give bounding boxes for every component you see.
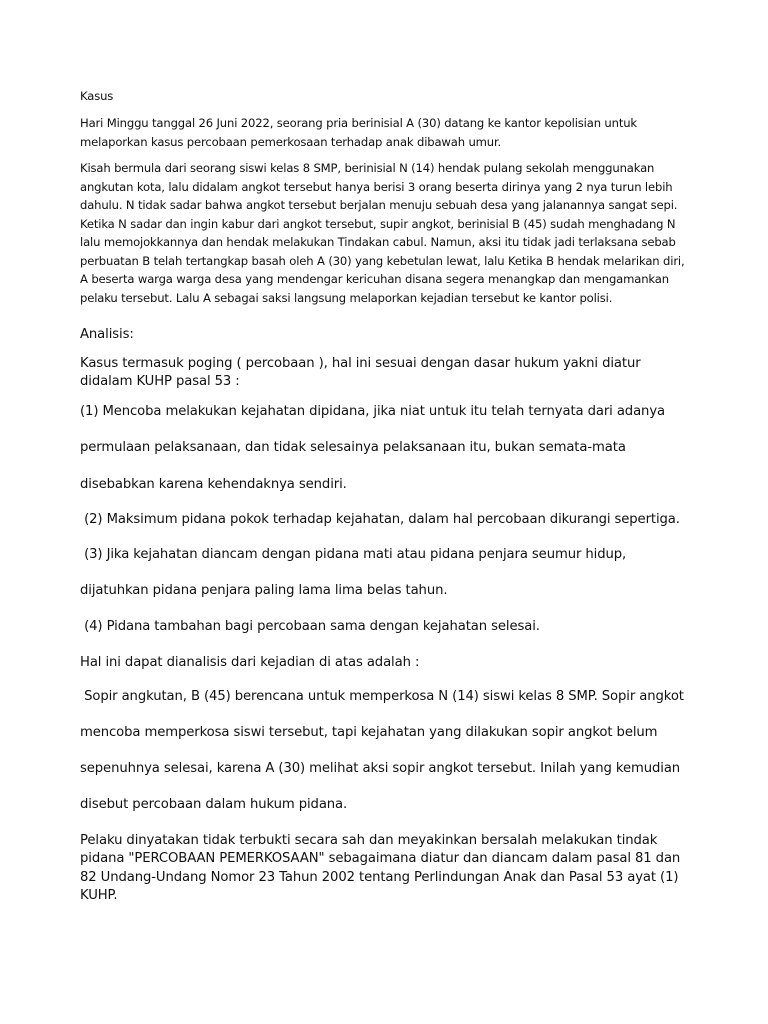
conclusion-paragraph: Pelaku dinyatakan tidak terbukti secara sah dan meyakinkan bersalah melakukan tindak pidana "PERCOBAAN PEMERKOSAAN" sebagaimana diatur dan diancam dalam pasal 81 dan 82 Undang-Undang Nomor 23 Tahun 2002 tentang Perlindungan Anak dan Pasal 53 ayat (1) KUHP. xyxy=(80,833,681,904)
heading-analisis: Analisis: xyxy=(80,327,134,342)
analysis-line-1: Sopir angkutan, B (45) berencana untuk memperkosa N (14) siswi kelas 8 SMP. Sopir angkot xyxy=(80,689,684,704)
article-line-4: (2) Maksimum pidana pokok terhadap kejahatan, dalam hal percobaan dikurangi sepertiga. xyxy=(80,512,680,527)
article-line-6: dijatuhkan pidana penjara paling lama lima belas tahun. xyxy=(80,583,448,598)
article-line-7: (4) Pidana tambahan bagi percobaan sama dengan kejahatan selesai. xyxy=(80,619,540,634)
heading-kasus: Kasus xyxy=(80,89,114,103)
analysis-transition: Hal ini dapat dianalisis dari kejadian di atas adalah : xyxy=(80,655,420,670)
article-line-1: (1) Mencoba melakukan kejahatan dipidana, jika niat untuk itu telah ternyata dari adanya xyxy=(80,404,666,419)
case-paragraph-1: Hari Minggu tanggal 26 Juni 2022, seorang pria berinisial A (30) datang ke kantor kepolisian untuk melaporkan kasus percobaan pemerkosaan terhadap anak dibawah umur. xyxy=(80,116,637,149)
analysis-line-2: mencoba memperkosa siswi tersebut, tapi kejahatan yang dilakukan sopir angkot belum xyxy=(80,725,658,740)
analysis-line-3: sepenuhnya selesai, karena A (30) melihat aksi sopir angkot tersebut. Inilah yang kemudian xyxy=(80,761,681,776)
article-line-3: disebabkan karena kehendaknya sendiri. xyxy=(80,477,347,492)
article-line-5: (3) Jika kejahatan diancam dengan pidana mati atau pidana penjara seumur hidup, xyxy=(80,547,627,562)
article-line-2: permulaan pelaksanaan, dan tidak selesainya pelaksanaan itu, bukan semata-mata xyxy=(80,440,626,455)
case-paragraph-2: Kisah bermula dari seorang siswi kelas 8 SMP, berinisial N (14) hendak pulang sekolah menggunakan angkutan kota, lalu didalam angkot tersebut hanya berisi 3 orang beserta dirinya yang 2 nya turun lebih dahulu. N tidak sadar bahwa angkot tersebut berjalan menuju sebuah desa yang jalanannya sangat sepi. Ketika N sadar dan ingin kabur dari angkot tersebut, supir angkot, berinisial B (45) sudah menghadang N lalu memojokkannya dan hendak melakukan Tindakan cabul. Namun, aksi itu tidak jadi terlaksana sebab perbuatan B telah tertangkap basah oleh A (30) yang kebetulan lewat, lalu Ketika B hendak melarikan diri, A beserta warga warga desa yang mendengar kericuhan disana segera menangkap dan mengamankan pelaku tersebut. Lalu A sebagai saksi langsung melaporkan kejadian tersebut ke kantor polisi. xyxy=(80,161,685,305)
analysis-line-4: disebut percobaan dalam hukum pidana. xyxy=(80,797,348,812)
analysis-intro: Kasus termasuk poging ( percobaan ), hal ini sesuai dengan dasar hukum yakni diatur didalam KUHP pasal 53 : xyxy=(80,356,641,390)
